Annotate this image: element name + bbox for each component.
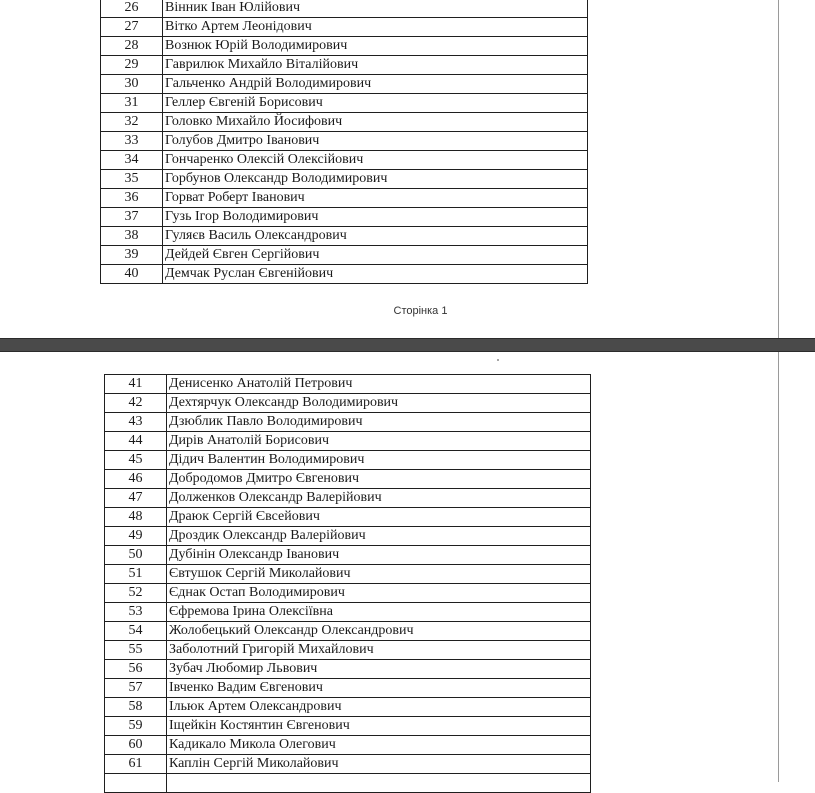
row-number: 61 <box>105 755 167 774</box>
person-name: Ільюк Артем Олександрович <box>167 698 591 717</box>
table-row <box>105 679 591 698</box>
row-number: 52 <box>105 584 167 603</box>
table-row <box>105 375 591 394</box>
person-name: Драюк Сергій Євсейович <box>167 508 591 527</box>
row-number: 59 <box>105 717 167 736</box>
table-row <box>101 56 588 75</box>
row-number: 53 <box>105 603 167 622</box>
person-name: Гуляєв Василь Олександрович <box>163 227 588 246</box>
row-number: 34 <box>101 151 163 170</box>
person-name: Гальченко Андрій Володимирович <box>163 75 588 94</box>
table-row <box>105 641 591 660</box>
row-number: 46 <box>105 470 167 489</box>
person-name: Каплін Сергій Миколайович <box>167 755 591 774</box>
table-row <box>101 0 588 18</box>
person-name: Добродомов Дмитро Євгенович <box>167 470 591 489</box>
person-name: Горват Роберт Іванович <box>163 189 588 208</box>
person-name: Заболотний Григорій Михайлович <box>167 641 591 660</box>
row-number: 32 <box>101 113 163 132</box>
row-number: 55 <box>105 641 167 660</box>
table-row <box>105 565 591 584</box>
person-name: Кадикало Микола Олегович <box>167 736 591 755</box>
person-name: Геллер Євгеній Борисович <box>163 94 588 113</box>
table-row <box>101 227 588 246</box>
row-number: 26 <box>101 0 163 18</box>
row-number: 33 <box>101 132 163 151</box>
person-name <box>167 774 591 793</box>
row-number: 43 <box>105 413 167 432</box>
row-number: 51 <box>105 565 167 584</box>
person-name: Долженков Олександр Валерійович <box>167 489 591 508</box>
person-name: Дідич Валентин Володимирович <box>167 451 591 470</box>
row-number: 50 <box>105 546 167 565</box>
person-name: Гаврилюк Михайло Віталійович <box>163 56 588 75</box>
person-name: Вознюк Юрій Володимирович <box>163 37 588 56</box>
row-number: 57 <box>105 679 167 698</box>
person-name: Демчак Руслан Євгенійович <box>163 265 588 284</box>
person-name: Дехтярчук Олександр Володимирович <box>167 394 591 413</box>
person-name: Голубов Дмитро Іванович <box>163 132 588 151</box>
table-row <box>101 189 588 208</box>
row-number: 42 <box>105 394 167 413</box>
person-name: Вітко Артем Леонідович <box>163 18 588 37</box>
person-name: Івченко Вадим Євгенович <box>167 679 591 698</box>
person-name: Дейдей Євген Сергійович <box>163 246 588 265</box>
person-name: Євтушок Сергій Миколайович <box>167 565 591 584</box>
row-number: 56 <box>105 660 167 679</box>
person-name: Єднак Остап Володимирович <box>167 584 591 603</box>
person-name: Зубач Любомир Львович <box>167 660 591 679</box>
table-row <box>101 18 588 37</box>
person-name: Єфремова Ірина Олексіївна <box>167 603 591 622</box>
row-number: 27 <box>101 18 163 37</box>
row-number: 45 <box>105 451 167 470</box>
row-number: 44 <box>105 432 167 451</box>
row-number: 60 <box>105 736 167 755</box>
row-number: 35 <box>101 170 163 189</box>
table-row <box>105 546 591 565</box>
row-number: 37 <box>101 208 163 227</box>
table-row <box>101 265 588 284</box>
table-row <box>101 246 588 265</box>
table-row <box>105 660 591 679</box>
table-row <box>105 527 591 546</box>
person-name: Жолобецький Олександр Олександрович <box>167 622 591 641</box>
row-number: 30 <box>101 75 163 94</box>
table-row <box>105 603 591 622</box>
row-number: 29 <box>101 56 163 75</box>
table-row <box>105 470 591 489</box>
table-row <box>105 698 591 717</box>
table-row <box>105 394 591 413</box>
person-name: Дзюблик Павло Володимирович <box>167 413 591 432</box>
table-row <box>101 113 588 132</box>
table-row <box>105 736 591 755</box>
table-row <box>101 75 588 94</box>
row-number: 49 <box>105 527 167 546</box>
row-number: 39 <box>101 246 163 265</box>
table-row <box>105 622 591 641</box>
table-row <box>105 451 591 470</box>
table-row <box>101 170 588 189</box>
table-row <box>101 151 588 170</box>
person-name: Головко Михайло Йосифович <box>163 113 588 132</box>
person-name: Дроздик Олександр Валерійович <box>167 527 591 546</box>
person-name: Іщейкін Костянтин Євгенович <box>167 717 591 736</box>
table-row <box>105 413 591 432</box>
table-row <box>105 717 591 736</box>
names-table-page-2 <box>104 374 591 793</box>
row-number: 38 <box>101 227 163 246</box>
page-separator[interactable] <box>0 338 815 352</box>
row-number: 48 <box>105 508 167 527</box>
row-number <box>105 774 167 793</box>
table-row <box>105 508 591 527</box>
table-row <box>101 37 588 56</box>
page-number-footer: Сторінка 1 <box>393 305 448 317</box>
table-row <box>105 584 591 603</box>
row-number: 41 <box>105 375 167 394</box>
row-number: 47 <box>105 489 167 508</box>
table-row <box>101 94 588 113</box>
row-number: 58 <box>105 698 167 717</box>
person-name: Денисенко Анатолій Петрович <box>167 375 591 394</box>
person-name: Гончаренко Олексій Олексійович <box>163 151 588 170</box>
person-name: Горбунов Олександр Володимирович <box>163 170 588 189</box>
row-number: 36 <box>101 189 163 208</box>
names-table-page-1 <box>100 0 588 284</box>
viewer-right-margin <box>778 0 815 782</box>
table-row <box>101 132 588 151</box>
row-number: 28 <box>101 37 163 56</box>
row-number: 54 <box>105 622 167 641</box>
table-row <box>105 774 591 793</box>
person-name: Дубінін Олександр Іванович <box>167 546 591 565</box>
table-row <box>105 489 591 508</box>
table-row <box>105 755 591 774</box>
person-name: Дирів Анатолій Борисович <box>167 432 591 451</box>
table-row <box>105 432 591 451</box>
person-name: Гузь Ігор Володимирович <box>163 208 588 227</box>
row-number: 31 <box>101 94 163 113</box>
person-name: Вінник Іван Юлійович <box>163 0 588 18</box>
row-number: 40 <box>101 265 163 284</box>
table-row <box>101 208 588 227</box>
scan-speck <box>497 359 499 361</box>
